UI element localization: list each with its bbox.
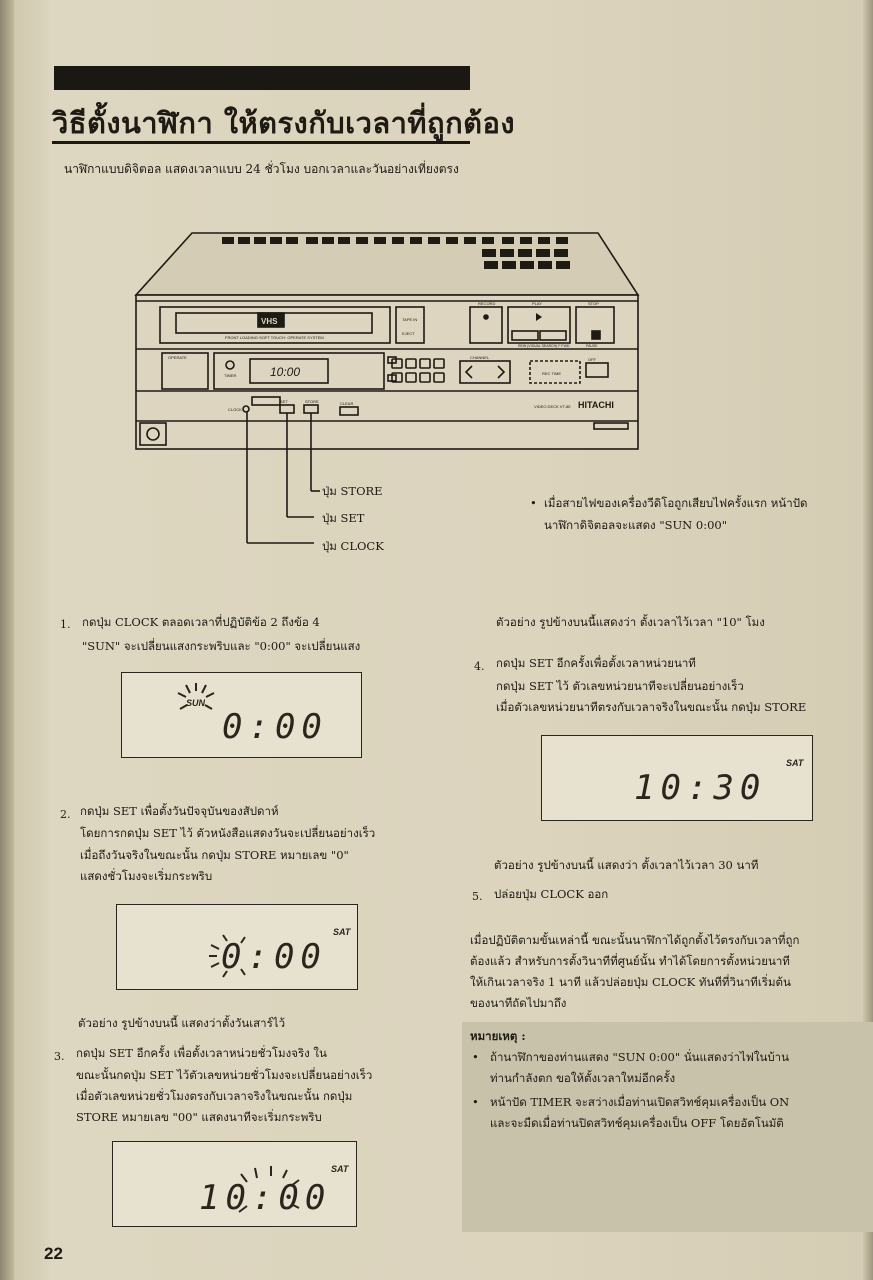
vcr-model-label: VIDEO DECK VT-8E bbox=[534, 404, 571, 409]
vcr-brand-label: HITACHI bbox=[578, 400, 614, 410]
remarks-item-1-line-1: ถ้านาฬิกาของท่านแสดง "SUN 0:00" นั่นแสดงว่าไฟในบ้าน bbox=[490, 1050, 789, 1064]
step-5-text: ปล่อยปุ่ม CLOCK ออก bbox=[494, 887, 609, 901]
step-3-line-3: เมื่อตัวเลขหน่วยชั่วโมงตรงกับเวลาจริงในขณะนั้น กดปุ่ม bbox=[76, 1089, 353, 1103]
display-panel-2 bbox=[116, 904, 358, 990]
page-number: 22 bbox=[44, 1244, 63, 1263]
vcr-eject-label: EJECT bbox=[402, 331, 415, 336]
remarks-item-2-line-2: และจะมืดเมื่อท่านปิดสวิทช์คุมเครื่องเป็น OFF โดยอัตโนมัติ bbox=[490, 1116, 784, 1130]
step-4-line-1: กดปุ่ม SET อีกครั้งเพื่อตั้งเวลาหน่วยนาที bbox=[496, 656, 696, 670]
callout-clock: ปุ่ม CLOCK bbox=[322, 539, 384, 553]
remarks-item-1-line-2: ท่านกำลังตก ขอให้ตั้งเวลาใหม่อีกครั้ง bbox=[490, 1071, 676, 1085]
step-2-line-3: เมื่อถึงวันจริงในขณะนั้น กดปุ่ม STORE หมายเลข "0" bbox=[80, 848, 349, 862]
vcr-logo: VHS bbox=[261, 317, 278, 326]
display-2-time: 0:00 bbox=[221, 937, 327, 977]
step-2-line-4: แสดงชั่วโมงจะเริ่มกระพริบ bbox=[80, 869, 213, 883]
step-3-line-1: กดปุ่ม SET อีกครั้ง เพื่อตั้งเวลาหน่วยชั่วโมงจริง ใน bbox=[76, 1046, 327, 1060]
step-4-line-3: เมื่อตัวเลขหน่วยนาทีตรงกับเวลาจริงในขณะนั้น กดปุ่ม STORE bbox=[496, 700, 807, 714]
display-3-time: 10:00 bbox=[199, 1178, 332, 1218]
after-steps-line-2: ต้องแล้ว สำหรับการตั้งวินาทีที่ศูนย์นั้น ทำได้โดยการตั้งหน่วยนาที bbox=[470, 954, 790, 968]
display-1-time: 0:00 bbox=[222, 707, 328, 747]
vcr-operate-label: OPERATE bbox=[168, 355, 187, 360]
vcr-clock-label: CLOCK bbox=[228, 407, 242, 412]
step-1-line-2: "SUN" จะเปลี่ยนแสงกระพริบและ "0:00" จะเปลี่ยนแสง bbox=[82, 639, 361, 653]
vcr-tape-label: TAPE IN bbox=[402, 317, 418, 322]
remarks-bullet-1: • bbox=[472, 1050, 479, 1064]
step-1-line-1: กดปุ่ม CLOCK ตลอดเวลาที่ปฏิบัติข้อ 2 ถึงข้อ 4 bbox=[82, 615, 320, 629]
display-panel-3 bbox=[112, 1141, 357, 1227]
power-note-line-1: เมื่อสายไฟของเครื่องวีดิโอถูกเสียบไฟครั้งแรก หน้าปัด bbox=[544, 496, 808, 510]
vcr-off-label: OFF bbox=[588, 357, 596, 362]
step-1-number: 1. bbox=[60, 618, 71, 631]
power-note-bullet: • bbox=[530, 496, 537, 510]
step-2-line-1: กดปุ่ม SET เพื่อตั้งวันปัจจุบันของสัปดาห์ bbox=[80, 804, 279, 818]
vcr-play-label: PLAY bbox=[532, 301, 542, 306]
step-3-example: ตัวอย่าง รูปข้างบนนี้แสดงว่า ตั้งเวลาไว้เวลา "10" โมง bbox=[496, 615, 765, 629]
step-2-example: ตัวอย่าง รูปข้างบนนี้ แสดงว่าตั้งวันเสาร์ไว้ bbox=[78, 1016, 286, 1030]
vcr-set-label: SET bbox=[280, 399, 288, 404]
callout-set: ปุ่ม SET bbox=[322, 511, 365, 525]
book-spine bbox=[0, 0, 14, 1280]
step-2-number: 2. bbox=[60, 808, 71, 821]
vcr-display-time: 10:00 bbox=[270, 365, 301, 379]
page-subtitle: นาฬิกาแบบดิจิตอล แสดงเวลาแบบ 24 ชั่วโมง บอกเวลาและวันอย่างเที่ยงตรง bbox=[64, 162, 459, 176]
remarks-item-2-line-1: หน้าปัด TIMER จะสว่างเมื่อท่านเปิดสวิทช์คุมเครื่องเป็น ON bbox=[490, 1095, 790, 1109]
display-panel-1 bbox=[121, 672, 362, 758]
display-4-time: 10:30 bbox=[634, 768, 767, 808]
callout-store: ปุ่ม STORE bbox=[322, 484, 383, 498]
step-3-line-2: ขณะนั้นกดปุ่ม SET ไว้ตัวเลขหน่วยชั่วโมงจะเปลี่ยนอย่างเร็ว bbox=[76, 1068, 373, 1082]
vcr-timer-label: TIMER bbox=[224, 373, 237, 378]
display-3-day: SAT bbox=[331, 1164, 349, 1174]
step-5-number: 5. bbox=[472, 890, 483, 903]
vcr-pause-label: PAUSE bbox=[586, 344, 598, 348]
step-4-example: ตัวอย่าง รูปข้างบนนี้ แสดงว่า ตั้งเวลาไว้เวลา 30 นาที bbox=[494, 858, 759, 872]
remarks-title: หมายเหตุ : bbox=[470, 1029, 526, 1043]
page-title: วิธีตั้งนาฬิกา ให้ตรงกับเวลาที่ถูกต้อง bbox=[52, 106, 516, 140]
step-2-line-2: โดยการกดปุ่ม SET ไว้ ตัวหนังสือแสดงวันจะเปลี่ยนอย่างเร็ว bbox=[80, 826, 376, 840]
vcr-stop-label: STOP bbox=[588, 301, 599, 306]
remarks-bullet-2: • bbox=[472, 1095, 479, 1109]
step-3-number: 3. bbox=[54, 1050, 65, 1063]
after-steps-line-4: ของนาทีถัดไปมาถึง bbox=[470, 996, 567, 1010]
vcr-rectime-label: REC TIME bbox=[542, 371, 562, 376]
display-4-day: SAT bbox=[786, 758, 804, 768]
after-steps-line-1: เมื่อปฏิบัติตามขั้นเหล่านี้ ขณะนั้นนาฬิกาได้ถูกตั้งไว้ตรงกับเวลาที่ถูก bbox=[470, 933, 800, 947]
step-4-number: 4. bbox=[474, 660, 485, 673]
title-underline bbox=[52, 141, 470, 144]
display-2-day: SAT bbox=[333, 927, 351, 937]
vcr-record-label: RECORD bbox=[478, 301, 496, 306]
display-1-day: SUN bbox=[186, 698, 206, 708]
vcr-channel-label: CHANNEL bbox=[470, 355, 490, 360]
vcr-rew-label: REW (VISUAL SEARCH) F FWD bbox=[518, 344, 570, 348]
power-note-line-2: นาฬิกาดิจิตอลจะแสดง "SUN 0:00" bbox=[544, 518, 728, 532]
display-panel-4 bbox=[541, 735, 813, 821]
after-steps-line-3: ให้เกินเวลาจริง 1 นาที แล้วปล่อยปุ่ม CLOCK ทันทีที่วินาทีเริ่มต้น bbox=[470, 975, 791, 989]
step-3-line-4: STORE หมายเลข "00" แสดงนาทีจะเริ่มกระพริบ bbox=[76, 1110, 322, 1124]
step-4-line-2: กดปุ่ม SET ไว้ ตัวเลขหน่วยนาทีจะเปลี่ยนอย่างเร็ว bbox=[496, 679, 744, 693]
vcr-store-label: STORE bbox=[305, 399, 319, 404]
vcr-front-label: FRONT LOADING·SOFT TOUCH· OPERATE SYSTEM bbox=[225, 335, 324, 340]
vcr-clear-label: CLEAR bbox=[340, 401, 354, 406]
title-bar bbox=[54, 66, 470, 90]
